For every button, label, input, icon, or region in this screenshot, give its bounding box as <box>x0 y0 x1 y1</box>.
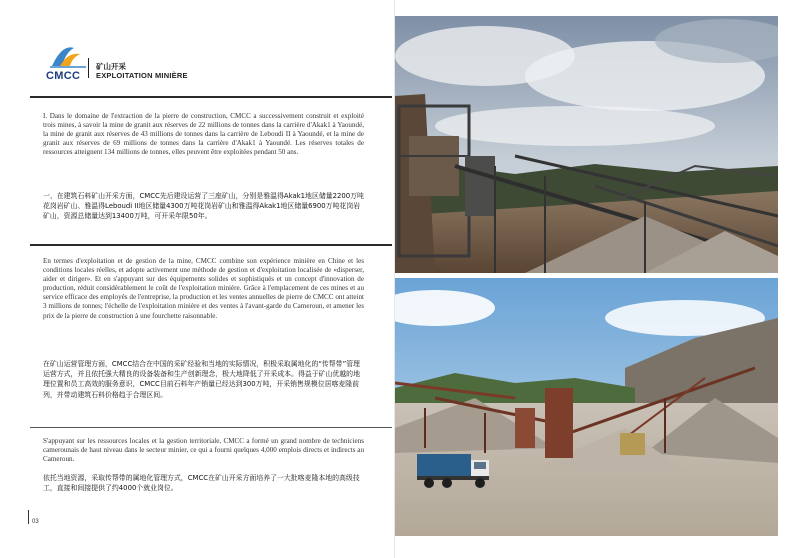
quarry-photo-bottom <box>395 278 778 536</box>
paragraph-3-fr: S'appuyant sur les ressources locales et la gestion territoriale, CMCC a formé un grand nombre de techniciens camerounais de haut niveau dans le secteur minier, ce qui a fourni quelques 4,000 emplois directs et indirects au Cameroun. <box>43 437 364 464</box>
brand-name: CMCC <box>46 70 81 82</box>
left-folio-rule <box>28 510 29 524</box>
paragraph-1-zh: 一、在建筑石料矿山开采方面，CMCC先后建设运营了三座矿山，分别是雅温得Akak1地区储量2200万吨花岗岩矿山、雅温得Leboudi II地区储量4300万吨花岗岩矿山和雅温得Akak1地区储量6900万吨花岗岩矿山，资源总储量达到13400万吨，可开采年限50年。 <box>43 192 364 221</box>
paragraph-1-fr: I. Dans le domaine de l'extraction de la pierre de construction, CMCC a successivement construit et exploité trois mines, à savoir la mine de granit aux réserves de 22 millions de tonnes dans la carrière d'Akak1 à Yaoundé, la mine de granit aux réserves de 43 millions de tonnes dans la carrière de Leboudi II à Yaoundé, et la mine de granit aux réserves de 69 millions de tonnes dans la carrière d'Akak1 à Yaoundé. Les réserves totales de ressources atteignent 134 millions de tonnes, elles peuvent être exploitées pendant 50 ans. <box>43 112 364 157</box>
section-title-zh: 矿山开采 <box>96 62 126 71</box>
section-rule-2 <box>30 427 392 428</box>
section-rule-1 <box>30 244 392 246</box>
paragraph-3-zh: 依托当地资源，采取传帮带的属地化管理方式，CMCC在矿山开采方面培养了一大批喀麦隆本地的高级技工，直接和间接提供了约4000个就业岗位。 <box>43 474 360 493</box>
quarry-photo-top <box>395 16 778 273</box>
page-number-left: 03 <box>32 519 39 525</box>
header-rule <box>30 96 392 98</box>
header-divider <box>88 58 89 78</box>
section-title-fr: EXPLOITATION MINIÈRE <box>96 71 188 80</box>
paragraph-2-zh: 在矿山运营管理方面，CMCC结合在中国的采矿经验和当地的实际情况，积极采取属地化的“传帮带”管理运营方式，并且依托强大精良的设备装备和生产创新理念，极大地降低了开采成本。得益于矿山优越的地理位置和员工高效的服务意识，CMCC目前石料年产销量已经达到300万吨，开采销售规模位居喀麦隆前列，并带动建筑石料价格趋于合理区间。 <box>43 360 360 399</box>
paragraph-2-fr: En termes d'exploitation et de gestion de la mine, CMCC combine son expérience minière en Chine et les conditions locales réelles, et adopte activement une méthode de gestion et d'exploitation localisée de «disperser, aider et diriger». Et en s'appuyant sur des équipements solides et sophistiqués et un concept d'innovation de production, réduit considérablement le coût de l'exploitation minière. Grâce à l'emplacement de ces mines et au service efficace des employés de l'entreprise, la production et les ventes annuelles de pierre de CMCC ont atteint 3 millions de tonnes; l'échelle de l'exploitation minière et des ventes à l'avant-garde du Cameroun, et amener les prix de la pierre de construction à une fourchette raisonnable. <box>43 257 364 320</box>
